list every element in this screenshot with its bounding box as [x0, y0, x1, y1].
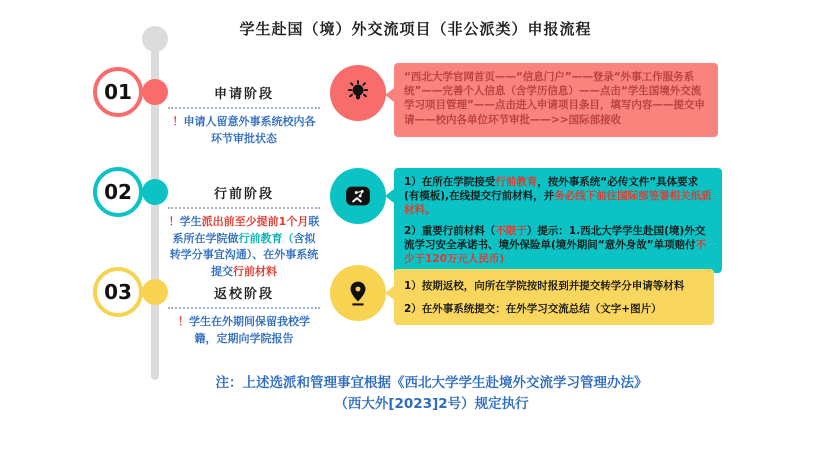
stage-02-bubble — [394, 168, 722, 273]
stage-03-label: 返校阶段 — [168, 283, 320, 309]
page-title: 学生赴国（境）外交流项目（非公派类）申报流程 — [239, 20, 592, 38]
bubble-paragraph: “西北大学官网首页——“信息门户”——登录“外事工作服务系统”——完善个人信息（含学历信息）——点击“学生国境外交流学习项目管理”——点击进入申请项目条目，填写内容——提交申请——校内各单位环节审批——>>国际部接收 — [404, 71, 705, 126]
stage-01-timeline-dot — [142, 79, 168, 105]
stage-03-icon-circle — [330, 265, 386, 321]
footer-note-line2: （西大外[2023]2号）规定执行 — [334, 395, 529, 412]
stage-01-bubble — [394, 63, 718, 137]
stage-02-timeline-dot — [142, 179, 168, 205]
bubble-paragraph: 1）按期返校，向所在学院按时报到并提交转学分申请等材料 — [404, 280, 685, 292]
footer-note — [32, 373, 831, 415]
stage-02-badge: 02 — [93, 167, 143, 217]
stage-01-badge: 01 — [93, 67, 143, 117]
stage-01-icon-circle — [330, 65, 386, 121]
training-presentation-icon — [343, 181, 373, 211]
bubble-pointer — [385, 88, 394, 102]
stage-02-icon-circle — [330, 168, 386, 224]
stage-01-note: ！申请人留意外事系统校内各环节审批状态 — [172, 115, 316, 145]
bubble-paragraph: 1）在所在学院接受行前教育，按外事系统“必传文件”具体要求(有模板),在线提交行前材料，并务必线下前往国际部签署相关纸质材料。 — [404, 176, 712, 217]
stage-01-label: 申请阶段 — [168, 83, 320, 109]
stage-03-text — [168, 283, 320, 347]
lightbulb-icon — [344, 79, 372, 107]
bubble-paragraph: 2）在外事系统提交：在外学习交流总结（文字+图片） — [404, 303, 662, 316]
footer-note-line1: 注：上述选派和管理事宜根据《西北大学学生赴境外交流学习管理办法》 — [215, 375, 648, 391]
bubble-pointer — [385, 189, 394, 203]
stage-02-label: 行前阶段 — [168, 183, 320, 209]
stage-03-note: ！学生在外期间保留我校学籍，定期向学院报告 — [178, 315, 310, 345]
pin-drop-icon — [344, 279, 372, 307]
bubble-paragraph: 2）重要行前材料（不限于）提示：1.西北大学学生赴国(境)外交流学习安全承诺书、境外保险单(境外期间“意外身故”单项赔付不少于120万元人民币) — [404, 224, 707, 265]
stage-03-bubble — [394, 269, 714, 325]
stage-03-timeline-dot — [142, 279, 168, 305]
stage-02-note: ！学生派出前至少提前1个月联系所在学院做行前教育（含拟转学分事宜沟通）、在外事系统提交行前材料 — [168, 215, 320, 278]
stage-02-text — [168, 183, 320, 280]
stage-03-badge: 03 — [93, 267, 143, 317]
bubble-pointer — [385, 286, 394, 300]
stage-01-text — [168, 83, 320, 147]
timeline-top-cap — [142, 26, 168, 52]
